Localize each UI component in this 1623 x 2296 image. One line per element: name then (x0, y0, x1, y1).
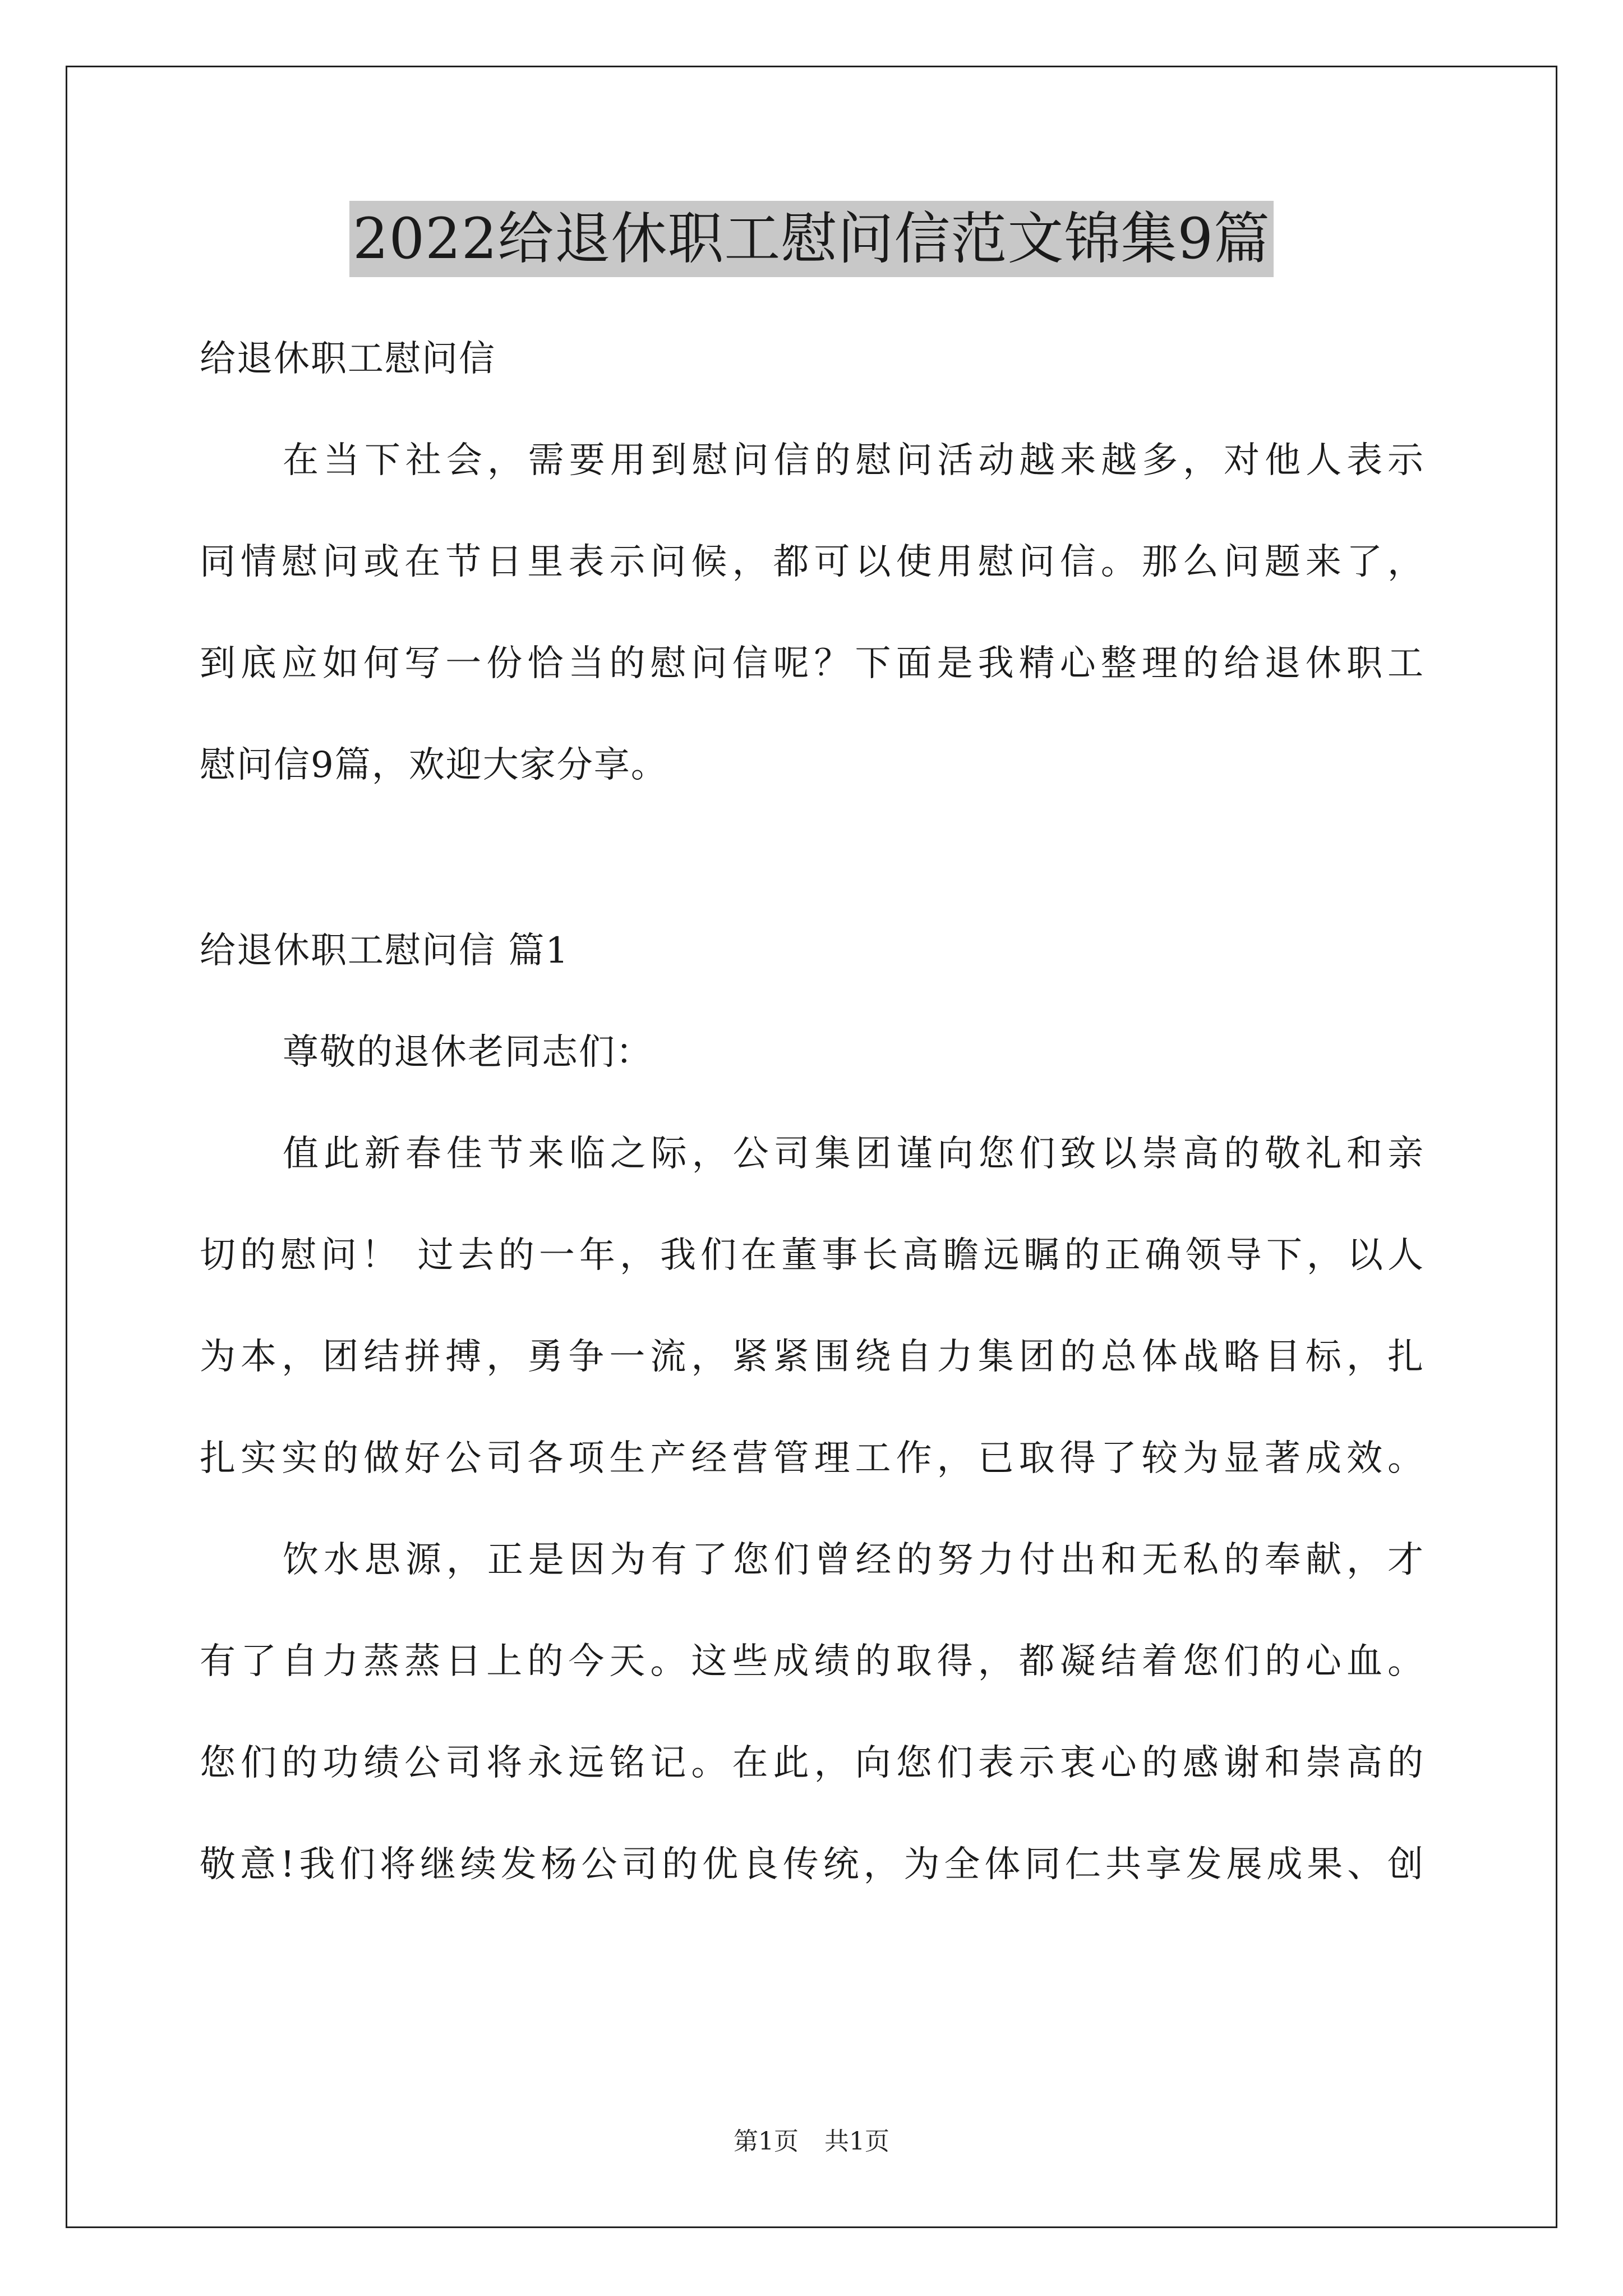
paragraph-line: 为本，团结拼搏，勇争一流，紧紧围绕自力集团的总体战略目标，扎 (200, 1336, 1424, 1378)
intro-line: 同情慰问或在节日里表示问候，都可以使用慰问信。那么问题来了， (200, 541, 1424, 583)
document-title: 2022给退休职工慰问信范文锦集9篇 (349, 201, 1274, 277)
paragraph-line: 有了自力蒸蒸日上的今天。这些成绩的取得，都凝结着您们的心血。 (200, 1641, 1424, 1682)
intro-heading: 给退休职工慰问信 (200, 338, 496, 380)
intro-line: 到底应如何写一份恰当的慰问信呢？下面是我精心整理的给退休职工 (200, 643, 1424, 684)
paragraph-line: 您们的功绩公司将永远铭记。在此，向您们表示衷心的感谢和崇高的 (200, 1742, 1424, 1784)
page-number-total: 共1页 (824, 2127, 889, 2156)
paragraph-line: 值此新春佳节来临之际，公司集团谨向您们致以崇高的敬礼和亲 (283, 1133, 1424, 1175)
document-body (200, 309, 1424, 1916)
paragraph-line: 切的慰问！ 过去的一年，我们在董事长高瞻远瞩的正确领导下，以人 (200, 1235, 1424, 1276)
title-wrap (0, 201, 1623, 277)
intro-line: 慰问信9篇，欢迎大家分享。 (200, 744, 668, 786)
paragraph-line: 饮水思源，正是因为有了您们曾经的努力付出和无私的奉献，才 (283, 1539, 1424, 1581)
page-number-current: 第1页 (734, 2127, 799, 2156)
section-gap (200, 816, 1424, 900)
salutation: 尊敬的退休老同志们： (283, 1032, 653, 1073)
page-footer (0, 2125, 1623, 2159)
paragraph-line: 扎实实的做好公司各项生产经营管理工作，已取得了较为显著成效。 (200, 1438, 1424, 1479)
intro-line: 在当下社会，需要用到慰问信的慰问活动越来越多，对他人表示 (283, 440, 1424, 481)
paragraph-line: 敬意!我们将继续发杨公司的优良传统，为全体同仁共享发展成果、创 (200, 1844, 1424, 1885)
section-heading: 给退休职工慰问信 篇1 (200, 930, 570, 972)
